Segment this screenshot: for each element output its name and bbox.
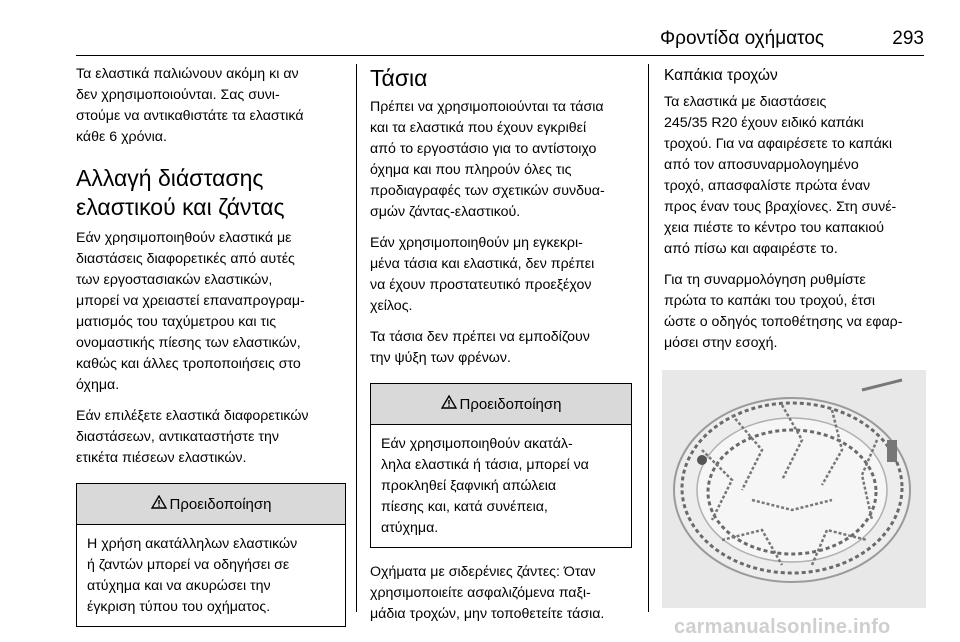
subheading-wheel-caps: Καπάκια τροχών — [664, 67, 778, 84]
warning-box — [76, 483, 346, 627]
warning-triangle-icon — [441, 395, 457, 413]
column-2 — [370, 64, 632, 635]
column-3 — [664, 64, 926, 403]
column-divider-1 — [356, 64, 357, 612]
warning-text: Η χρήση ακατάλληλων ελαστικών ή ζαντών μπορεί να οδηγήσει σε ατύχημα και να ακυρώσει την έγκριση τύπου του οχήματος. — [87, 536, 298, 615]
warning-text: Εάν χρησιμοποιηθούν ακατάλ- ληλα ελαστικά ή τάσια, μπορεί να προκληθεί ξαφνική απώλεια πίεσης και, κατά συνέπεια, ατύχημα. — [381, 436, 589, 536]
tyre-age-paragraph: Τα ελαστικά παλιώνουν ακόμη κι αν δεν χρησιμοποιούνται. Σας συνι- στούμε να αντικαθιστάτε τα ελαστικά κάθε 6 χρόνια. — [76, 66, 304, 145]
wheel-cover-paragraph-1: Πρέπει να χρησιμοποιούνται τα τάσια και τα ελαστικά που έχουν εγκριθεί από το εργοστάσιο για το αντίστοιχο όχημα και που πληρούν όλες τις προδιαγραφές των σχετικών συνδυα- σμών ζάντας-ελαστικού. — [370, 99, 605, 220]
warning-box — [370, 383, 632, 548]
snow-chain-illustration — [662, 370, 926, 608]
wheel-caps-paragraph-1: Τα ελαστικά με διαστάσεις 245/35 R20 έχουν ειδικό καπάκι τροχού. Για να αφαιρέσετε το καπάκι από τον αποσυναρμολογημένο τροχό, απασφαλίστε πρώτα έναν προς έναν τους βραχίονες. Στη συνέ- χεια πιέστε το κέντρο του καπακιού από πίσω και αφαιρέστε το. — [664, 94, 897, 257]
wheel-cover-paragraph-3: Τα τάσια δεν πρέπει να εμποδίζουν την ψύξη των φρένων. — [370, 329, 590, 366]
warning-header — [77, 484, 345, 525]
wheel-cover-paragraph-2: Εάν χρησιμοποιηθούν μη εγκεκρι- μένα τάσια και ελαστικά, δεν πρέπει να έχουν προστατευτικό προεξέχον χείλος. — [370, 235, 595, 314]
warning-title: Προειδοποίηση — [169, 495, 272, 513]
column-divider-2 — [648, 64, 649, 612]
steel-rims-paragraph: Οχήματα με σιδερένιες ζάντες: Όταν χρησιμοποιείτε ασφαλιζόμενα παξι- μάδια τροχών, μην τοποθετείτε τάσια. — [370, 564, 605, 622]
warning-header — [371, 384, 631, 425]
label-replace-paragraph: Εάν επιλέξετε ελαστικά διαφορετικών διαστάσεων, αντικαταστήστε την ετικέτα πιέσεων ελαστικών. — [76, 408, 309, 466]
wheel-caps-paragraph-2: Για τη συναρμολόγηση ρυθμίστε πρώτα το καπάκι του τροχού, έτσι ώστε ο οδηγός τοποθέτησης να εφαρ- μόσει στην εσοχή. — [664, 272, 903, 351]
section-heading-wheel-covers: Τάσια — [370, 65, 428, 91]
page-number: 293 — [892, 28, 924, 49]
column-1 — [76, 64, 346, 627]
header-title: Φροντίδα οχήματος — [660, 28, 825, 49]
warning-body — [77, 525, 345, 626]
warning-title: Προειδοποίηση — [459, 395, 562, 413]
size-change-paragraph: Εάν χρησιμοποιηθούν ελαστικά με διαστάσεις διαφορετικές από αυτές των εργοστασιακών ελαστικών, μπορεί να χρειαστεί επαναπρογραμ- ματισμός του ταχύμετρου και τις ονομαστικής πίεσης των ελαστικών, καθώς και άλλες τροποποιήσεις στο όχημα. — [76, 230, 305, 393]
warning-triangle-icon — [151, 495, 167, 513]
header-rule — [76, 55, 924, 56]
watermark: carmanualsonline.info — [674, 616, 891, 638]
warning-body — [371, 425, 631, 547]
section-heading-size-change: Αλλαγή διάστασης ελαστικού και ζάντας — [76, 165, 285, 220]
